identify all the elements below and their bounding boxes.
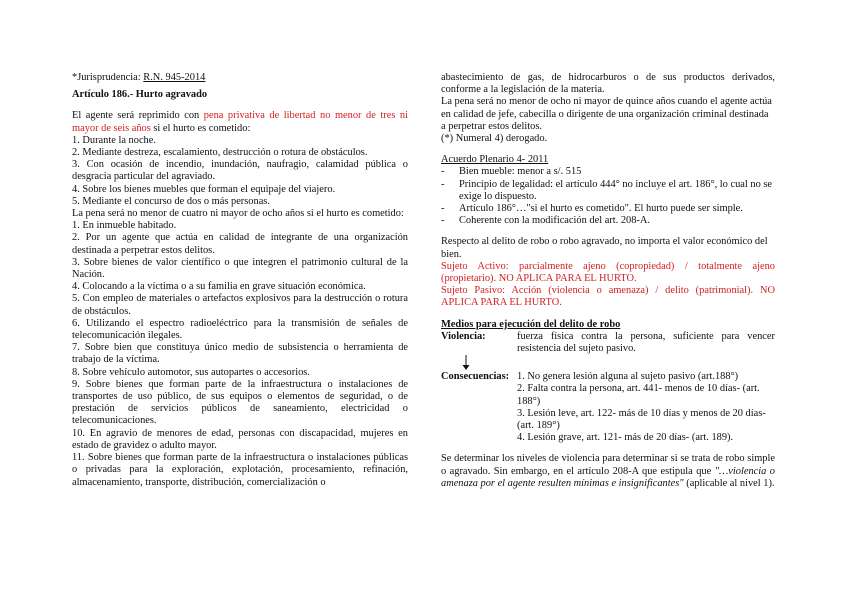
article-intro xyxy=(72,110,408,134)
list-item: 9. Sobre bienes que forman parte de la infraestructura o instalaciones de transportes de uso público, de sus equipos o elementos de seguridad, o de prestación de servicios públicos de saneamiento, electricidad o telecomunicaciones. xyxy=(72,378,408,427)
intro-text-b: si el hurto es cometido: xyxy=(150,122,251,134)
article-title: Artículo 186.- Hurto agravado xyxy=(72,89,208,101)
intro-penalty: pena privativa de libertad no menor de tres ni mayor de seis años xyxy=(72,110,408,134)
nota-derogado: (*) Numeral 4) derogado. xyxy=(441,133,548,145)
consecuencias-row xyxy=(441,371,775,383)
jurisprudencia-line xyxy=(72,72,408,84)
violencia-row xyxy=(441,331,775,355)
list-item: 4. Sobre los bienes muebles que forman el equipaje del viajero. xyxy=(72,183,336,195)
jurisprudencia-prefix: *Jurisprudencia: xyxy=(72,72,144,83)
sujeto-activo: Sujeto Activo: parcialmente ajeno (copropiedad) / totalmente ajeno (propietario). NO APLICA PARA EL HURTO. xyxy=(441,260,775,285)
sujeto-pasivo: Sujeto Pasivo: Acción (violencia o amenaza) / delito (patrimonial). NO APLICA PARA EL HURTO. xyxy=(441,285,775,309)
list-2 xyxy=(72,220,408,488)
list-item: 3. Lesión leve, art. 122- más de 10 días y menos de 20 días- (art. 189°) xyxy=(517,407,766,432)
list-item: 1. No genera lesión alguna al sujeto pasivo (art.188°) xyxy=(517,371,739,383)
list-item: 1. Durante la noche. xyxy=(72,134,156,146)
final-text-a: Se determinar los niveles de violencia para determinar si se trata de robo simple o agravado. Sin embargo, en el artículo 208-A que estipula que xyxy=(441,453,775,477)
violencia-label: Violencia: xyxy=(441,330,486,342)
continuation-text: abastecimiento de gas, de hidrocarburos o de sus productos derivados, conforme a la legislación de la materia. xyxy=(441,72,775,96)
list-item xyxy=(441,166,775,178)
list-item: 3. Sobre bienes de valor científico o que integren el patrimonio cultural de la Nación. xyxy=(72,256,408,281)
list-item: 11. Sobre bienes que forman parte de la infraestructura o instalaciones públicas o privadas para la exploración, explotación, procesamiento, refinación, almacenamiento, transporte, distribución, comercialización o xyxy=(72,452,408,488)
list-item: 2. Por un agente que actúa en calidad de integrante de una organización destinada a perpetrar estos delitos. xyxy=(72,232,408,256)
medios-title: Medios para ejecución del delito de robo xyxy=(441,318,621,330)
acuerdo-list xyxy=(441,166,775,227)
final-paragraph xyxy=(441,453,775,490)
left-column xyxy=(72,72,408,489)
list-item xyxy=(441,203,775,215)
pena-3: La pena será no menor de ocho ni mayor de quince años cuando el agente actúa en calidad de jefe, cabecilla o dirigente de una organización criminal destinada a perpetrar estos delitos. xyxy=(441,96,772,132)
bullet-dash: - xyxy=(441,166,445,178)
pena-2: La pena será no menor de cuatro ni mayor de ocho años si el hurto es cometido: xyxy=(72,208,404,220)
list-item: 3. Con ocasión de incendio, inundación, naufragio, calamidad pública o desgracia particular del agraviado. xyxy=(72,159,408,183)
list-item: 2. Falta contra la persona, art. 441- menos de 10 días- (art. 188°) xyxy=(517,383,760,407)
list-item: 6. Utilizando el espectro radioeléctrico para la transmisión de señales de telecomunicación ilegales. xyxy=(72,317,408,342)
list-item-text: Principio de legalidad: el artículo 444° no incluye el art. 186°, lo cual no se exige lo dispuesto. xyxy=(459,178,773,202)
list-1 xyxy=(72,135,408,208)
final-text-b: (aplicable al nivel 1). xyxy=(683,477,775,489)
list-item: 5. Con empleo de materiales o artefactos explosivos para la destrucción o rotura de obstáculos. xyxy=(72,293,408,317)
list-item-text: Coherente con la modificación del art. 208-A. xyxy=(459,215,651,227)
jurisprudencia-ref: R.N. 945-2014 xyxy=(143,72,206,83)
list-item: 7. Sobre bien que constituya único medio de subsistencia o herramienta de trabajo de la víctima. xyxy=(72,342,408,366)
list-item: 2. Mediante destreza, escalamiento, destrucción o rotura de obstáculos. xyxy=(72,147,368,159)
list-item xyxy=(441,215,775,227)
list-item: 1. En inmueble habitado. xyxy=(72,220,177,232)
list-item: 4. Lesión grave, art. 121- más de 20 días- (art. 189). xyxy=(517,432,734,444)
intro-text-a: El agente será reprimido con xyxy=(72,110,204,122)
list-item-text: Bien mueble: menor a s/. 515 xyxy=(459,166,582,178)
consecuencias-label: Consecuencias: xyxy=(441,371,510,383)
acuerdo-plenario-title: Acuerdo Plenario 4- 2011 xyxy=(441,154,549,166)
list-item: 5. Mediante el concurso de dos o más personas. xyxy=(72,195,270,207)
right-column xyxy=(441,72,775,490)
list-item: 4. Colocando a la víctima o a su familia en grave situación económica. xyxy=(72,281,366,293)
arrow-row xyxy=(441,355,775,371)
bullet-dash: - xyxy=(441,215,445,227)
final-quote: "…violencia o amenaza por el agente resulten mínimas e insignificantes" xyxy=(441,465,775,489)
bullet-dash: - xyxy=(441,178,445,190)
violencia-text: fuerza física contra la persona, suficiente para vencer resistencia del sujeto pasivo. xyxy=(517,330,775,355)
respecto-text: Respecto al delito de robo o robo agravado, no importa el valor económico del bien. xyxy=(441,236,768,260)
bullet-dash: - xyxy=(441,203,445,215)
list-item xyxy=(441,179,775,203)
arrow-down-icon xyxy=(461,355,471,371)
list-item: 10. En agravio de menores de edad, personas con discapacidad, mujeres en estado de gravidez o adulto mayor. xyxy=(72,427,408,451)
list-item-text: Artículo 186°…"si el hurto es cometido". El hurto puede ser simple. xyxy=(459,203,743,215)
list-item: 8. Sobre vehículo automotor, sus autopartes o accesorios. xyxy=(72,366,310,378)
